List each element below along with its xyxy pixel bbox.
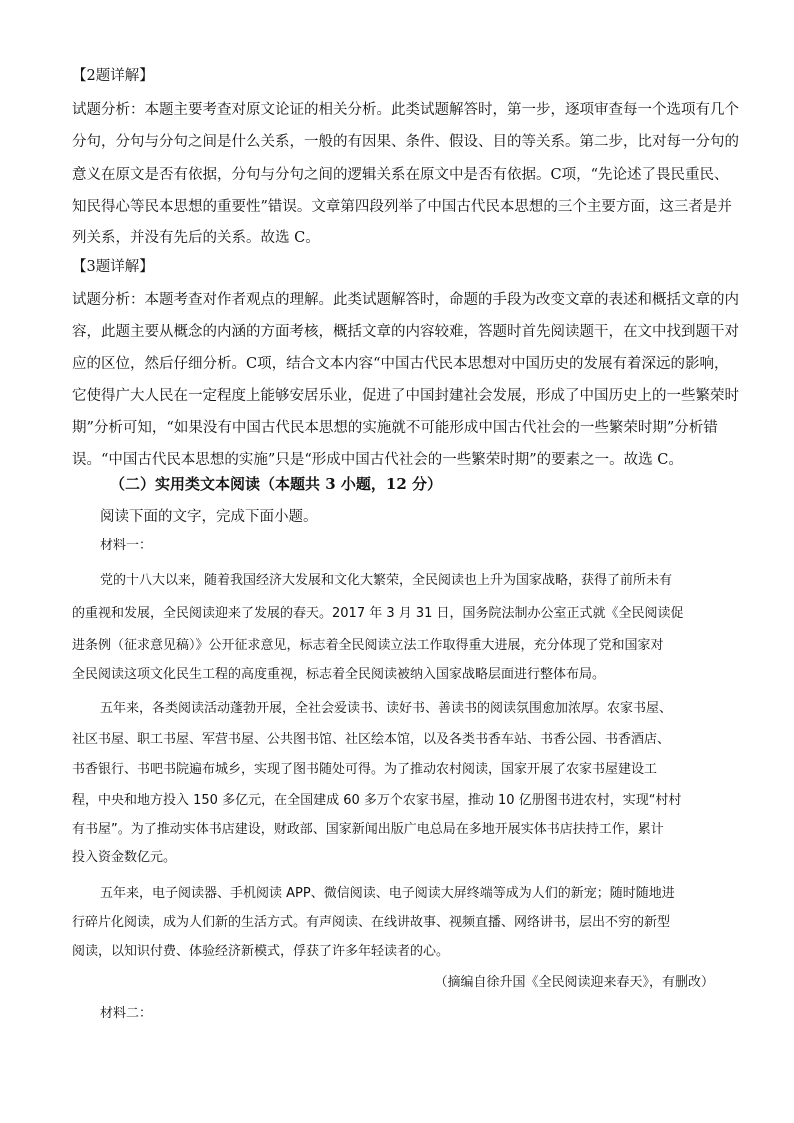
material1-para1-line: 的重视和发展，全民阅读迎来了发展的春天。2017 年 3 月 31 日，国务院法制办公室正式就《全民阅读促 xyxy=(72,606,684,621)
material1-para3-line: 阅读，以知识付费、体验经济新模式，俘获了许多年轻读者的心。 xyxy=(72,944,450,959)
section-title: （二）实用类文本阅读（本题共 3 小题，12 分） xyxy=(110,475,442,493)
material2-label: 材料二： xyxy=(100,1006,153,1021)
material1-para1-line: 进条例（征求意见稿）》公开征求意见，标志着全民阅读立法工作取得重大进展，充分体现了党和国家对 xyxy=(72,638,664,653)
q3-line: 误。“中国古代民本思想的实施”只是“形成中国古代社会的一些繁荣时期”的要素之一。故选 C。 xyxy=(72,452,683,468)
section-instruction: 阅读下面的文字，完成下面小题。 xyxy=(100,509,318,525)
material1-para2-line: 社区书屋、职工书屋、军营书屋、公共图书馆、社区绘本馆，以及各类书香车站、书香公园、书香酒店、 xyxy=(72,732,671,747)
q3-line: 容，此题主要从概念的内涵的方面考核，概括文章的内容较难，答题时首先阅读题干，在文中找到题干对 xyxy=(72,324,739,340)
material1-para2-line: 程，中央和地方投入 150 多亿元，在全国建成 60 多万个农家书屋，推动 10 亿册图书进农村，实现“村村 xyxy=(72,793,682,808)
material1-para1-line: 党的十八大以来，随着我国经济大发展和文化大繁荣，全民阅读也上升为国家战略，获得了前所未有 xyxy=(100,573,673,588)
material1-para1-line: 全民阅读这项文化民生工程的高度重视，标志着全民阅读被纳入国家战略层面进行整体布局。 xyxy=(72,667,606,682)
material1-para3-line: 五年来，电子阅读器、手机阅读 APP、微信阅读、电子阅读大屏终端等成为人们的新宠；随时随地进 xyxy=(100,886,675,901)
material1-para2-line: 投入资金数亿元。 xyxy=(72,850,177,865)
q2-line: 试题分析：本题主要考查对原文论证的相关分析。此类试题解答时，第一步，逐项审查每一个选项有几个 xyxy=(72,102,739,118)
material1-para3-line: 行碎片化阅读，成为人们新的生活方式。有声阅读、在线讲故事、视频直播、网络讲书，层出不穷的新型 xyxy=(72,915,671,930)
material1-para2-line: 五年来，各类阅读活动蓬勃开展，全社会爱读书、读好书、善读书的阅读氛围愈加浓厚。农家书屋、 xyxy=(100,701,673,716)
material1-label: 材料一： xyxy=(100,538,153,553)
q3-line: 应的区位，然后仔细分析。C项，结合文本内容“中国古代民本思想对中国历史的发展有着深远的影响， xyxy=(72,356,729,372)
material1-source: （摘编自徐升国《全民阅读迎来春天》，有删改） xyxy=(434,975,714,990)
q2-line: 知民得心等民本思想的重要性”错误。文章第四段列举了中国古代民本思想的三个主要方面，这三者是并 xyxy=(72,199,732,215)
q3-line: 它使得广大人民在一定程度上能够安居乐业，促进了中国封建社会发展，形成了中国历史上的一些繁荣时 xyxy=(72,388,739,404)
q3-line: 期”分析可知，“如果没有中国古代民本思想的实施就不可能形成中国古代社会的一些繁荣时期”分析错 xyxy=(72,420,718,436)
q2-header: 【2题详解】 xyxy=(72,68,154,84)
q3-header: 【3题详解】 xyxy=(72,259,154,275)
q2-line: 分句，分句与分句之间是什么关系，一般的有因果、条件、假设、目的等关系。第二步，比对每一分句的 xyxy=(72,134,739,150)
q2-line: 列关系，并没有先后的关系。故选 C。 xyxy=(72,230,320,246)
material1-para2-line: 有书屋”。为了推动实体书店建设，财政部、国家新闻出版广电总局在多地开展实体书店扶持工作，累计 xyxy=(72,822,664,837)
q2-line: 意义在原文是否有依据，分句与分句之间的逻辑关系在原文中是否有依据。C项，“先论述了畏民重民、 xyxy=(72,167,729,183)
q3-line: 试题分析：本题考查对作者观点的理解。此类试题解答时，命题的手段为改变文章的表述和概括文章的内 xyxy=(72,292,739,308)
material1-para2-line: 书香银行、书吧书院遍布城乡，实现了图书随处可得。为了推动农村阅读，国家开展了农家书屋建设工 xyxy=(72,762,658,777)
